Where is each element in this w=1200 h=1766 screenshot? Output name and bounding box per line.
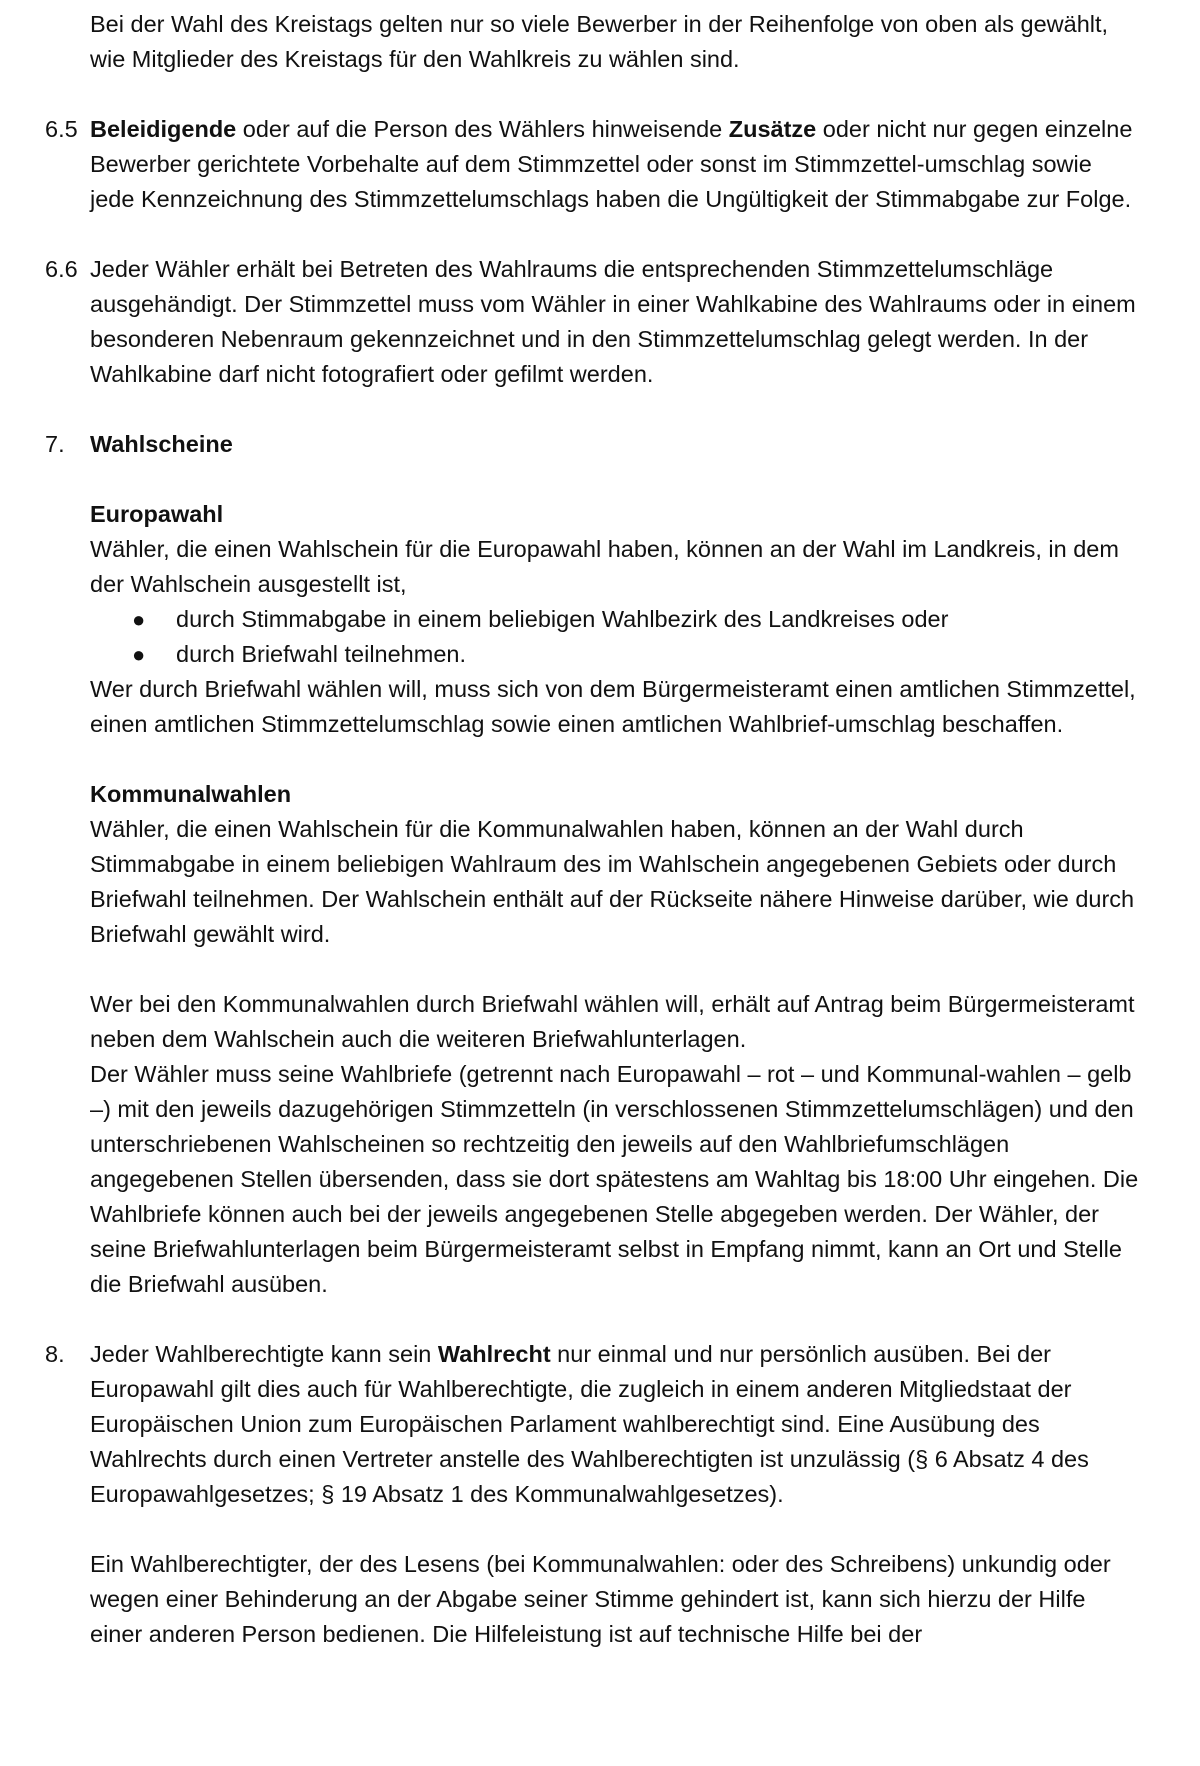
bold-term: Beleidigende <box>90 116 237 142</box>
spacer <box>45 392 1140 427</box>
kommunalwahlen-text-3: Der Wähler muss seine Wahlbriefe (getrennt nach Europawahl – rot – und Kommunal-wahlen – gelb –) mit den jeweils dazugehörigen Stimmzetteln (in verschlossenen Stimmzettelumschlägen) und den unterschriebenen Wahlscheinen so rechtzeitig den jeweils auf den Wahlbriefumschlägen angegebenen Stellen übersenden, dass sie dort spätestens am Wahltag bis 18:00 Uhr eingehen. Die Wahlbriefe können auch bei der jeweils angegebenen Stelle abgegeben werden. Der Wähler, der seine Briefwahlunterlagen beim Bürgermeisteramt selbst in Empfang nimmt, kann an Ort und Stelle die Briefwahl ausüben. <box>90 1061 1139 1297</box>
text-run: Jeder Wahlberechtigte kann sein <box>90 1341 438 1367</box>
spacer <box>45 1302 1140 1337</box>
bullet-list <box>90 602 1140 672</box>
section-number: 6.6 <box>45 256 78 282</box>
section-6-6-text: Jeder Wähler erhält bei Betreten des Wahlraums die entsprechenden Stimmzettelumschläge ausgehändigt. Der Stimmzettel muss vom Wähler in einer Wahlkabine des Wahlraums oder in einem besonderen Nebenraum gekennzeichnet und in den Stimmzettelumschlag gelegt werden. In der Wahlkabine darf nicht fotografiert oder gefilmt werden. <box>90 256 1136 387</box>
text-run: oder auf die Person des Wählers hinweisende <box>236 116 729 142</box>
section-6-5-text <box>90 112 1140 217</box>
intro-text: Bei der Wahl des Kreistags gelten nur so viele Bewerber in der Reihenfolge von oben als gewählt, wie Mitglieder des Kreistags für den Wahlkreis zu wählen sind. <box>90 11 1109 72</box>
intro-paragraph <box>45 7 1140 77</box>
list-item-text: durch Briefwahl teilnehmen. <box>176 641 466 667</box>
spacer <box>90 1512 1140 1547</box>
text-run: nur einmal und nur persönlich ausüben. Bei der Europawahl gilt dies auch für Wahlberechtigte, die zugleich in einem anderen Mitgliedstaat der Europäischen Union zum Europäischen Parlament wahlberechtigt sind. Eine Ausübung des Wahlrechts durch einen Vertreter anstelle des Wahlberechtigten ist unzulässig (§ 6 Absatz 4 des Europawahlgesetzes; § 19 Absatz 1 des Kommunalwahlgesetzes). <box>90 1341 1089 1507</box>
spacer <box>90 952 1140 987</box>
section-8-text-2: Ein Wahlberechtigter, der des Lesens (bei Kommunalwahlen: oder des Schreibens) unkundig oder wegen einer Behinderung an der Abgabe seiner Stimme gehindert ist, kann sich hierzu der Hilfe einer anderen Person bedienen. Die Hilfeleistung ist auf technische Hilfe bei der <box>90 1551 1111 1647</box>
spacer <box>90 742 1140 777</box>
spacer <box>90 462 1140 497</box>
section-number: 7. <box>45 431 65 457</box>
list-item <box>90 637 1140 672</box>
section-6-6 <box>45 252 1140 392</box>
kommunalwahlen-text: Wähler, die einen Wahlschein für die Kommunalwahlen haben, können an der Wahl durch Stimmabgabe in einem beliebigen Wahlraum des im Wahlschein angegebenen Gebiets oder durch Briefwahl teilnehmen. Der Wahlschein enthält auf der Rückseite nähere Hinweise darüber, wie durch Briefwahl gewählt wird. <box>90 816 1135 947</box>
bold-term: Wahlrecht <box>437 1341 551 1367</box>
europawahl-text-2: Wer durch Briefwahl wählen will, muss sich von dem Bürgermeisteramt einen amtlichen Stimmzettel, einen amtlichen Stimmzettelumschlag sowie einen amtlichen Wahlbrief-umschlag beschaffen. <box>90 676 1136 737</box>
spacer <box>45 77 1140 112</box>
section-number: 6.5 <box>45 116 78 142</box>
subsection-heading-kommunalwahlen: Kommunalwahlen <box>90 781 292 807</box>
bold-term: Zusätze <box>728 116 817 142</box>
section-8 <box>45 1337 1140 1652</box>
section-number: 8. <box>45 1341 65 1367</box>
kommunalwahlen-text-2: Wer bei den Kommunalwahlen durch Briefwahl wählen will, erhält auf Antrag beim Bürgermeisteramt neben dem Wahlschein auch die weiteren Briefwahlunterlagen. <box>90 991 1135 1052</box>
list-item <box>90 602 1140 637</box>
bullet-icon: ● <box>132 642 146 667</box>
list-item-text: durch Stimmabgabe in einem beliebigen Wahlbezirk des Landkreises oder <box>176 606 949 632</box>
section-title: Wahlscheine <box>90 431 233 457</box>
spacer <box>45 217 1140 252</box>
text-run: oder nicht nur gegen einzelne Bewerber gerichtete Vorbehalte auf dem Stimmzettel oder sonst im Stimmzettel-umschlag sowie jede Kennzeichnung des Stimmzettelumschlags haben die Ungültigkeit der Stimmabgabe zur Folge. <box>90 116 1133 212</box>
europawahl-text: Wähler, die einen Wahlschein für die Europawahl haben, können an der Wahl im Landkreis, in dem der Wahlschein ausgestellt ist, <box>90 536 1119 597</box>
bullet-icon: ● <box>132 607 146 632</box>
section-8-text <box>90 1337 1140 1512</box>
section-7 <box>45 427 1140 1302</box>
section-6-5 <box>45 112 1140 217</box>
subsection-heading-europawahl: Europawahl <box>90 501 224 527</box>
